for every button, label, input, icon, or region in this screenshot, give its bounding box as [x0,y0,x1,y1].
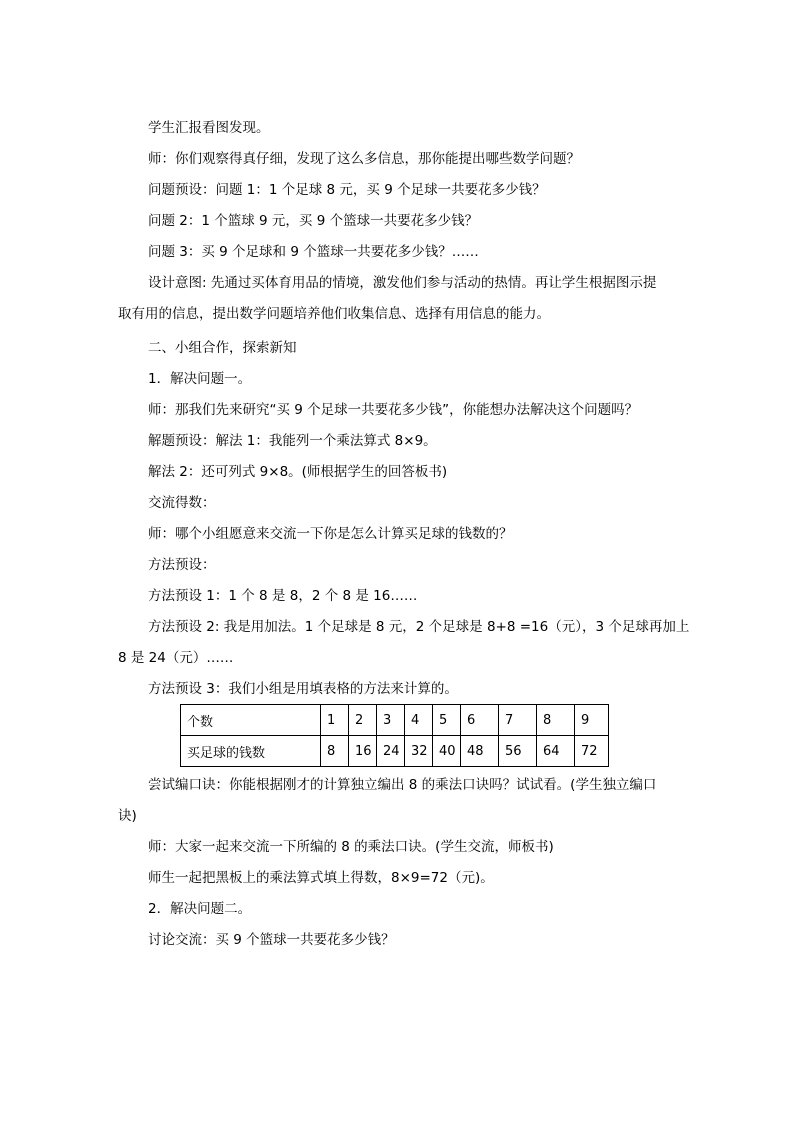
table-cell: 64 [537,736,575,767]
table-cell: 8 [321,736,349,767]
paragraph-continuation: 8 是 24（元）…… [118,650,234,666]
table-cell: 72 [575,736,609,767]
subsection-heading: 1．解决问题一。 [148,371,252,387]
paragraph: 尝试编口诀：你能根据刚才的计算独立编出 8 的乘法口诀吗？试试看。(学生独立编口 [148,777,657,793]
paragraph: 方法预设 3：我们小组是用填表格的方法来计算的。 [148,681,458,697]
table-cell: 6 [461,705,499,736]
table-cell: 个数 [181,705,321,736]
multiplication-table [180,704,609,767]
paragraph-continuation: 诀) [118,808,137,824]
subsection-heading: 2．解决问题二。 [148,901,252,917]
paragraph: 师：那我们先来研究“买 9 个足球一共要花多少钱”，你能想办法解决这个问题吗？ [148,402,639,418]
paragraph: 方法预设 1：1 个 8 是 8，2 个 8 是 16…… [148,588,418,604]
table-row [181,705,609,736]
table-cell: 2 [349,705,377,736]
table-cell: 9 [575,705,609,736]
table-cell: 3 [377,705,405,736]
paragraph-continuation: 取有用的信息，提出数学问题培养他们收集信息、选择有用信息的能力。 [118,306,550,322]
table-cell: 48 [461,736,499,767]
paragraph: 师：哪个小组愿意来交流一下你是怎么计算买足球的钱数的？ [148,526,513,542]
paragraph: 讨论交流：买 9 个篮球一共要花多少钱？ [148,932,395,948]
table-cell: 7 [499,705,537,736]
table-cell: 5 [433,705,461,736]
table-cell: 56 [499,736,537,767]
table-cell: 4 [405,705,433,736]
paragraph: 解法 2：还可列式 9×8。(师根据学生的回答板书) [148,464,448,480]
table-row [181,736,609,767]
table-cell: 40 [433,736,461,767]
table-cell: 买足球的钱数 [181,736,321,767]
paragraph: 问题预设：问题 1：1 个足球 8 元，买 9 个足球一共要花多少钱？ [148,182,546,198]
paragraph: 方法预设 2: 我是用加法。1 个足球是 8 元，2 个足球是 8+8 =16（元），3 个足球再加上 [148,619,690,635]
paragraph: 学生汇报看图发现。 [148,120,270,136]
paragraph: 交流得数： [148,495,216,511]
table-cell: 16 [349,736,377,767]
paragraph: 师生一起把黑板上的乘法算式填上得数，8×9=72（元)。 [148,870,494,886]
table-cell: 24 [377,736,405,767]
table-cell: 1 [321,705,349,736]
table-cell: 8 [537,705,575,736]
section-heading: 二、小组合作，探索新知 [148,340,297,356]
paragraph: 设计意图: 先通过买体育用品的情境，激发他们参与活动的热情。再让学生根据图示提 [148,275,657,291]
paragraph: 解题预设：解法 1：我能列一个乘法算式 8×9。 [148,433,437,449]
paragraph: 方法预设： [148,557,216,573]
table-cell: 32 [405,736,433,767]
paragraph: 问题 3：买 9 个足球和 9 个篮球一共要花多少钱？…… [148,244,479,260]
paragraph: 师：大家一起来交流一下所编的 8 的乘法口诀。(学生交流，师板书) [148,839,554,855]
paragraph: 师：你们观察得真仔细，发现了这么多信息，那你能提出哪些数学问题？ [148,151,580,167]
paragraph: 问题 2：1 个篮球 9 元，买 9 个篮球一共要花多少钱？ [148,213,479,229]
